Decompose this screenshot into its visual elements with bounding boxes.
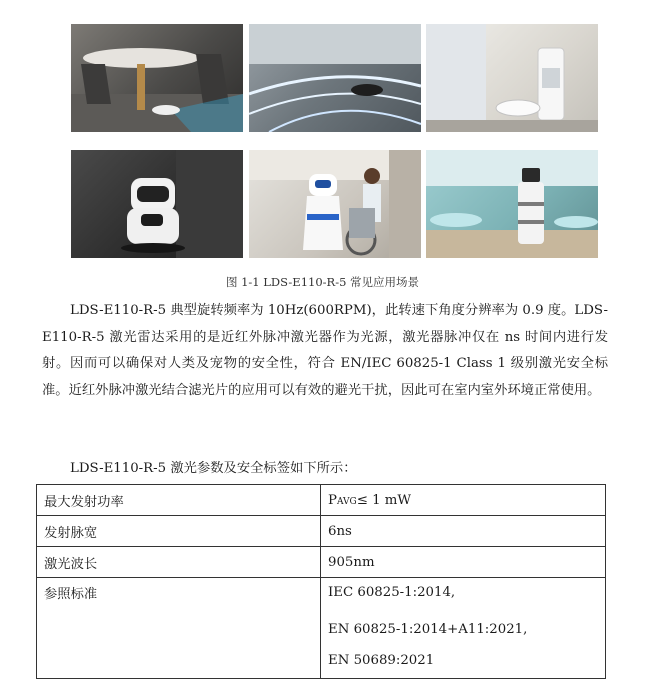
power-value: ≤ 1 mW — [356, 492, 412, 508]
photo-hospital-guide-robot — [249, 150, 421, 258]
spec-label: 激光波长 — [37, 547, 321, 578]
main-paragraph: LDS-E110-R-5 典型旋转频率为 10Hz(600RPM)，此转速下角度分辨率为 0.9 度。LDS-E110-R-5 激光雷达采用的是近红外脉冲激光器作为光源，激光器脉冲仅在 ns 时间内进行发射。因而可以确保对人类及宠物的安全性，符合 EN/IEC 60825-1 Class 1 级别激光安全标准。近红外脉冲激光结合滤光片的应用可以有效的避光干扰，因此可在室内室外环境正常使用。 — [42, 303, 608, 398]
spec-value: 905nm — [321, 547, 606, 578]
spec-value — [321, 485, 606, 516]
photo-living-room-vacuum-station — [426, 24, 598, 132]
application-scenes-gallery — [0, 0, 645, 270]
spec-value-standards — [321, 578, 606, 679]
spec-label: 最大发射功率 — [37, 485, 321, 516]
photo-dining-room-robot-vacuum — [71, 24, 243, 132]
standard-item: IEC 60825-1:2014, — [328, 585, 456, 600]
table-row — [37, 485, 606, 516]
table-row — [37, 578, 606, 679]
spec-value: 6ns — [321, 516, 606, 547]
table-row — [37, 516, 606, 547]
figure-caption: 图 1-1 LDS-E110-R-5 常见应用场景 — [225, 275, 420, 289]
table-intro-paragraph: LDS-E110-R-5 激光参数及安全标签如下所示： — [70, 461, 357, 476]
spec-label: 发射脉宽 — [37, 516, 321, 547]
standard-item: EN 60825-1:2014+A11:2021, — [328, 622, 528, 637]
table-row — [37, 547, 606, 578]
laser-spec-table — [36, 484, 606, 679]
photo-restaurant-delivery-robot — [426, 150, 598, 258]
spec-label: 参照标准 — [37, 578, 321, 679]
photo-white-service-robot — [71, 150, 243, 258]
power-subscript: AVG — [336, 496, 357, 507]
power-symbol: P — [328, 492, 337, 508]
standard-item: EN 50689:2021 — [328, 653, 435, 668]
photo-corridor-robot-vacuum — [249, 24, 421, 132]
